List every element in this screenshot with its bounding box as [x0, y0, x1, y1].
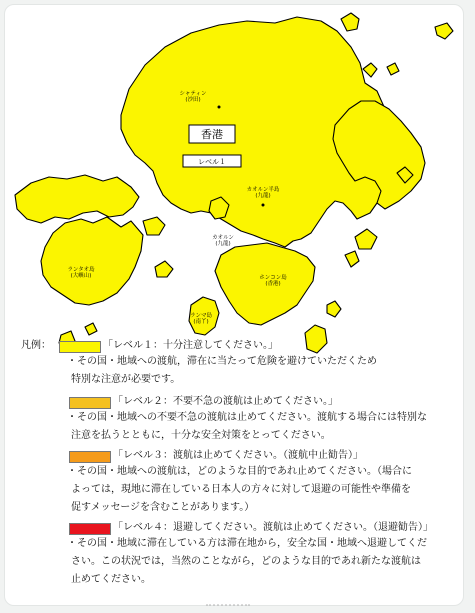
- kowloon-label: カオルン(九龍): [212, 235, 234, 247]
- legend-title: 凡例：: [21, 340, 51, 351]
- legend-level3-line1: ・その国・地域への渡航は，どのような目的であれ止めてください。（場合に: [67, 466, 412, 477]
- bottom-handle: [206, 604, 250, 612]
- hong-kong-island-label: ホンコン島(香港): [259, 275, 287, 287]
- legend-level1-heading: 「レベル１：十分注意してください。」: [103, 340, 278, 351]
- east-island-2: [345, 251, 359, 267]
- kowloon-peninsula-label: カオルン半島(九龍): [246, 187, 280, 199]
- kowloon-marker: [262, 204, 265, 207]
- small-island-3: [85, 323, 97, 335]
- legend-level2-heading: 「レベル２：不要不急の渡航は止めてください。」: [113, 396, 338, 407]
- western-peninsula: [15, 175, 139, 223]
- city-label: 香港: [201, 128, 223, 141]
- legend-level1-line1: ・その国・地域への渡航，滞在に当たって危険を避けていただくため: [67, 356, 377, 367]
- chek-lap-kok: [143, 217, 165, 235]
- legend-level3-heading: 「レベル３：渡航は止めてください。（渡航中止勧告）」: [113, 450, 363, 461]
- legend-level2-line1: ・その国・地域への不要不急の渡航は止めてください。渡航する場合には特別な: [67, 412, 427, 423]
- legend-level3-line2: よっては，現地に滞在している日本人の方々に対して退避の可能性や準備を: [71, 484, 411, 495]
- legend-swatch-level1: [59, 341, 101, 353]
- legend: [5, 339, 463, 605]
- lamma-label: ランマ島(南丫): [189, 313, 213, 325]
- legend-swatch-level2: [69, 397, 111, 409]
- small-island-1: [155, 261, 173, 277]
- shatin-marker: [218, 106, 221, 109]
- legend-level4-line2: さい。この状況では，当然のことながら，どのような目的であれ新たな渡航は: [71, 556, 421, 567]
- northeast-islet-2: [435, 23, 453, 39]
- legend-level1-line2: 特別な注意が必要です。: [71, 374, 181, 385]
- lantau-island: [41, 217, 143, 305]
- legend-level3-line3: 促すメッセージを含むことがあります。）: [71, 502, 255, 513]
- northeast-islet-4: [363, 63, 377, 77]
- legend-level4-line3: 止めてください。: [71, 574, 151, 585]
- shatin-label: シャティン(沙田): [179, 91, 207, 103]
- travel-advisory-card: [4, 4, 464, 606]
- northeast-islet-3: [387, 63, 399, 75]
- northeast-islet-1: [341, 13, 359, 31]
- southeast-island-2: [327, 301, 341, 317]
- legend-level4-heading: 「レベル４：退避してください。渡航は止めてください。（退避勧告）」: [113, 522, 433, 533]
- level-label: レベル１: [198, 158, 226, 166]
- legend-swatch-level3: [69, 451, 111, 463]
- hong-kong-map: [5, 5, 463, 370]
- land-area: [15, 13, 453, 353]
- legend-swatch-level4: [69, 523, 111, 535]
- legend-level2-line2: 注意を払うとともに，十分な安全対策をとってください。: [71, 430, 331, 441]
- legend-level4-line1: ・その国・地域に滞在している方は滞在地から，安全な国・地域へ退避してくだ: [67, 538, 427, 549]
- lantau-label: ランタオ島(大嶼山): [67, 267, 95, 279]
- east-island-1: [355, 229, 377, 249]
